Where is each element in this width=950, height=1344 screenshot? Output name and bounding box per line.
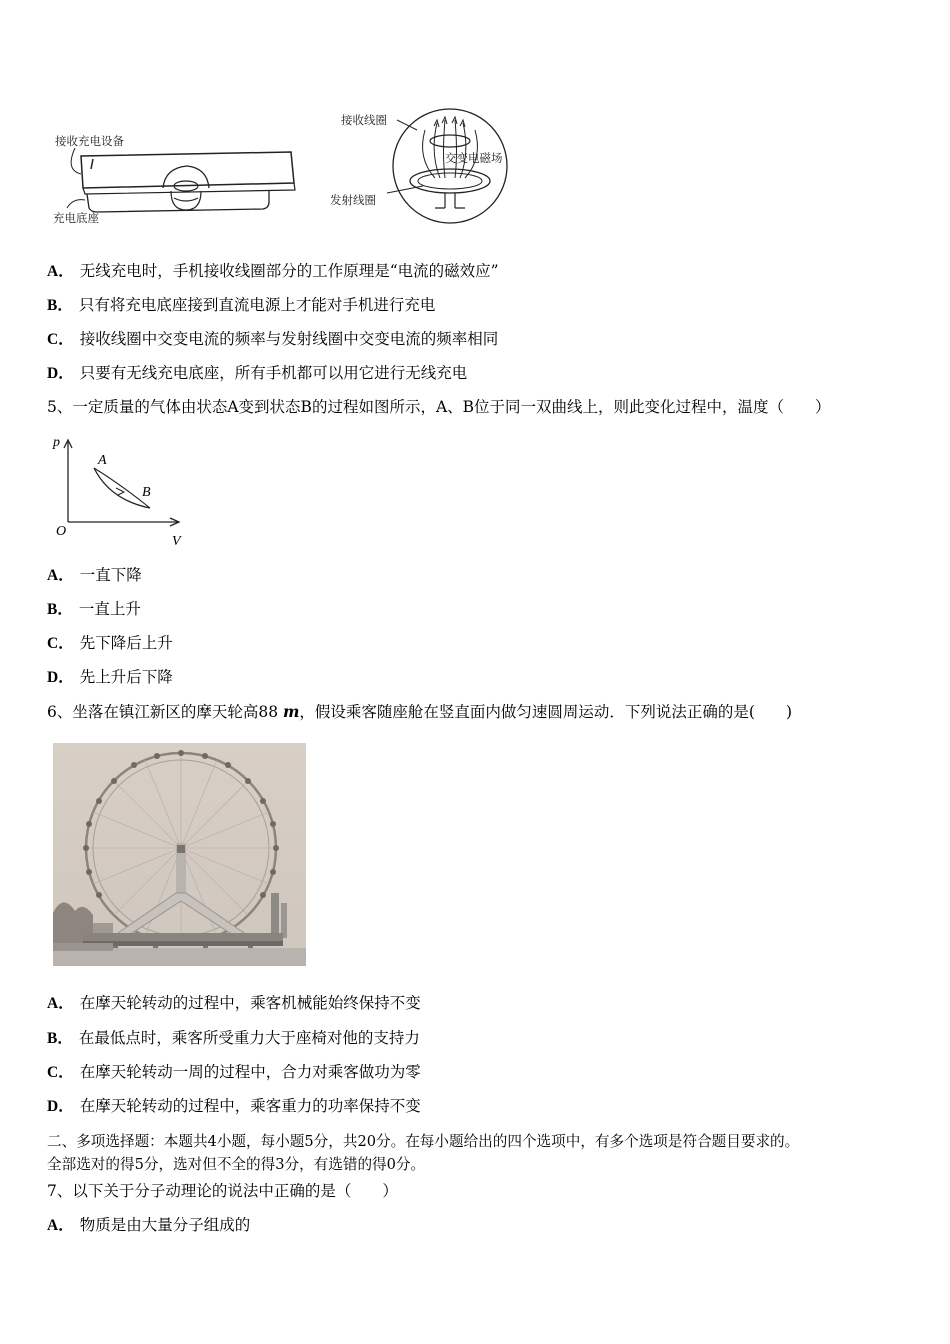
q5-option-c <box>47 633 173 654</box>
q5-stem: 5、一定质量的气体由状态A变到状态B的过程如图所示，A、B位于同一双曲线上，则此变化过程中，温度（ ） <box>47 398 831 416</box>
charger-diagram <box>45 108 525 238</box>
transmit-coil-label: 发射线圈 <box>330 193 376 207</box>
option-letter: C． <box>47 1064 74 1081</box>
option-text: 在摩天轮转动的过程中，乘客重力的功率保持不变 <box>79 1097 421 1115</box>
option-text: 接收线圈中交变电流的频率与发射线圈中交变电流的频率相同 <box>79 330 499 348</box>
pv-graph <box>50 432 195 552</box>
option-text: 先上升后下降 <box>79 668 173 686</box>
q6-stem-before: 6、坐落在镇江新区的摩天轮高88 <box>47 703 284 721</box>
device-label: 接收充电设备 <box>55 134 124 148</box>
option-text: 一直下降 <box>79 566 142 584</box>
q5-option-d <box>47 667 173 688</box>
option-text: 只有将充电底座接到直流电源上才能对手机进行充电 <box>78 296 436 314</box>
field-label: 交变电磁场 <box>445 151 503 165</box>
option-text: 只要有无线充电底座，所有手机都可以用它进行无线充电 <box>79 364 468 382</box>
q5-option-b <box>47 599 141 620</box>
q4-option-c <box>47 329 498 350</box>
option-text: 在最低点时，乘客所受重力大于座椅对他的支持力 <box>78 1029 420 1047</box>
point-a-label: A <box>98 453 107 468</box>
option-text: 物质是由大量分子组成的 <box>79 1216 251 1234</box>
base-label: 充电底座 <box>53 211 99 225</box>
point-b-label: B <box>142 485 151 500</box>
section2-line2: 全部选对的得5分，选对但不全的得3分，有选错的得0分。 <box>47 1156 426 1173</box>
q4-option-a <box>47 261 499 282</box>
option-letter: A． <box>47 995 74 1012</box>
ferris-wheel-photo <box>53 743 306 966</box>
q6-option-d <box>47 1096 421 1117</box>
option-letter: B． <box>47 1030 73 1047</box>
option-text: 在摩天轮转动一周的过程中，合力对乘客做功为零 <box>79 1063 421 1081</box>
option-letter: A． <box>47 263 74 280</box>
option-letter: C． <box>47 331 74 348</box>
q6-option-a <box>47 993 421 1014</box>
q6-option-c <box>47 1062 421 1083</box>
option-letter: C． <box>47 635 74 652</box>
q6-option-b <box>47 1028 420 1049</box>
q7-stem: 7、以下关于分子动理论的说法中正确的是（ ） <box>47 1182 398 1200</box>
option-letter: D． <box>47 1098 74 1115</box>
origin-label: O <box>56 524 67 539</box>
section2-line1: 二、多项选择题：本题共4小题，每小题5分，共20分。在每小题给出的四个选项中，有多个选项是符合题目要求的。 <box>47 1133 800 1150</box>
q6-stem-after: ，假设乘客随座舱在竖直面内做匀速圆周运动．下列说法正确的是( ) <box>299 703 793 721</box>
option-text: 在摩天轮转动的过程中，乘客机械能始终保持不变 <box>79 994 421 1012</box>
x-axis-label: V <box>172 534 181 549</box>
q6-stem-unit: m <box>283 702 300 721</box>
wireless-charger-figure <box>45 108 525 238</box>
option-letter: A． <box>47 567 74 584</box>
option-text: 一直上升 <box>78 600 141 618</box>
pv-graph-svg <box>50 432 195 552</box>
option-letter: B． <box>47 297 73 314</box>
q5-option-a <box>47 565 142 586</box>
q4-option-d <box>47 363 467 384</box>
q6-stem <box>47 702 792 722</box>
q7-option-a <box>47 1215 250 1236</box>
option-letter: D． <box>47 365 74 382</box>
option-letter: B． <box>47 601 73 618</box>
q4-option-b <box>47 295 435 316</box>
option-text: 无线充电时，手机接收线圈部分的工作原理是“电流的磁效应” <box>79 262 499 280</box>
y-axis-label: p <box>53 435 60 450</box>
receive-coil-label: 接收线圈 <box>341 113 387 127</box>
option-text: 先下降后上升 <box>79 634 173 652</box>
option-letter: D． <box>47 669 74 686</box>
ferris-wheel-illustration <box>53 743 306 966</box>
option-letter: A． <box>47 1217 74 1234</box>
